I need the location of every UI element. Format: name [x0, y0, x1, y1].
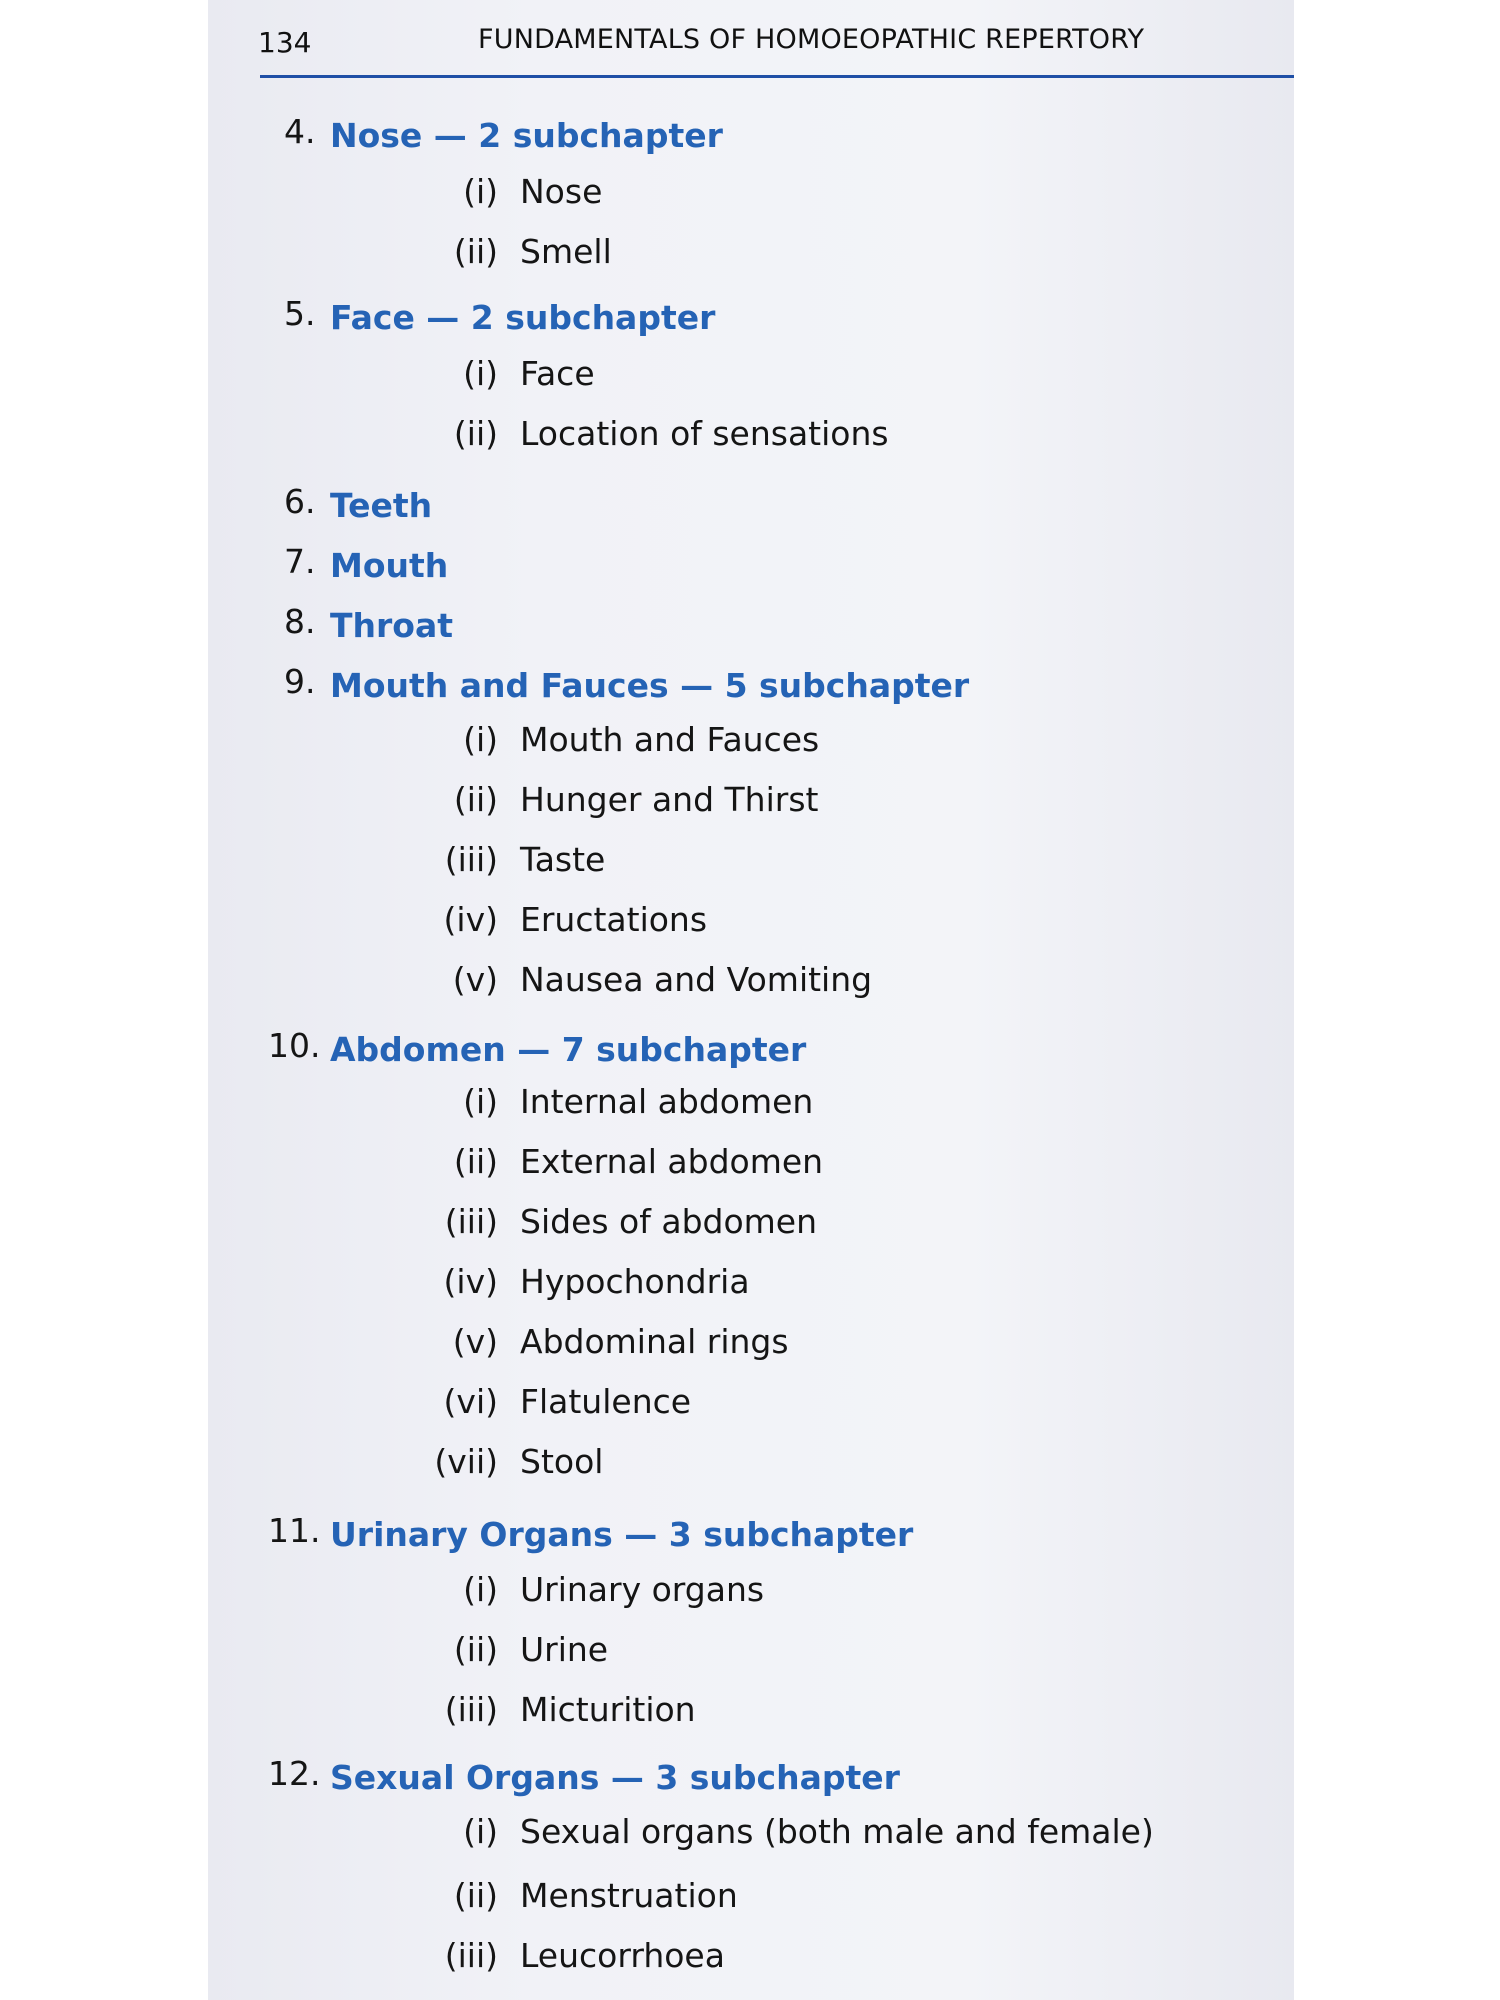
book-page [208, 0, 1294, 2000]
chapter-heading: Sexual Organs — 3 subchapter [330, 1758, 900, 1797]
chapter-heading: Mouth [330, 546, 449, 585]
subchapter-title: Nose [520, 172, 603, 211]
subchapter-title: Sexual organs (both male and female) [520, 1812, 1154, 1851]
subchapter-numeral: (i) [463, 1570, 498, 1609]
header-rule [260, 75, 1294, 78]
subchapter-numeral: (iii) [444, 1690, 498, 1729]
subchapter-title: External abdomen [520, 1142, 824, 1181]
subchapter-title: Taste [520, 840, 606, 879]
subchapter-numeral: (i) [463, 354, 498, 393]
chapter-number: 9. [284, 662, 316, 701]
subchapter-numeral: (iii) [444, 1936, 498, 1975]
subchapter-title: Face [520, 354, 595, 393]
subchapter-numeral: (v) [452, 960, 498, 999]
subchapter-numeral: (i) [463, 720, 498, 759]
subchapter-title: Micturition [520, 1690, 696, 1729]
subchapter-title: Mouth and Fauces [520, 720, 820, 759]
subchapter-title: Internal abdomen [520, 1082, 814, 1121]
chapter-heading: Mouth and Fauces — 5 subchapter [330, 666, 970, 705]
chapter-number: 11. [268, 1511, 321, 1550]
chapter-heading: Teeth [330, 486, 433, 525]
subchapter-title: Hunger and Thirst [520, 780, 819, 819]
subchapter-numeral: (i) [463, 1812, 498, 1851]
subchapter-title: Urine [520, 1630, 609, 1669]
subchapter-numeral: (ii) [453, 1142, 498, 1181]
subchapter-numeral: (ii) [453, 414, 498, 453]
subchapter-title: Menstruation [520, 1876, 738, 1915]
subchapter-title: Sides of abdomen [520, 1202, 818, 1241]
subchapter-numeral: (ii) [453, 780, 498, 819]
subchapter-title: Leucorrhoea [520, 1936, 725, 1975]
subchapter-title: Location of sensations [520, 414, 889, 453]
chapter-heading: Face — 2 subchapter [330, 298, 716, 337]
subchapter-numeral: (ii) [453, 1876, 498, 1915]
subchapter-title: Eructations [520, 900, 708, 939]
chapter-number: 12. [268, 1754, 321, 1793]
subchapter-title: Nausea and Vomiting [520, 960, 873, 999]
subchapter-numeral: (i) [463, 172, 498, 211]
chapter-heading: Urinary Organs — 3 subchapter [330, 1515, 914, 1554]
subchapter-title: Flatulence [520, 1382, 692, 1421]
page-number: 134 [258, 26, 312, 59]
subchapter-title: Stool [520, 1442, 604, 1481]
subchapter-numeral: (ii) [453, 232, 498, 271]
subchapter-numeral: (iii) [444, 1202, 498, 1241]
subchapter-numeral: (v) [452, 1322, 498, 1361]
chapter-number: 5. [284, 294, 316, 333]
chapter-number: 10. [268, 1026, 321, 1065]
chapter-number: 7. [284, 542, 316, 581]
subchapter-numeral: (i) [463, 1082, 498, 1121]
subchapter-numeral: (iv) [443, 1262, 498, 1301]
chapter-number: 4. [284, 112, 316, 151]
subchapter-title: Smell [520, 232, 612, 271]
chapter-number: 6. [284, 482, 316, 521]
chapter-heading: Abdomen — 7 subchapter [330, 1030, 807, 1069]
subchapter-numeral: (ii) [453, 1630, 498, 1669]
subchapter-numeral: (iv) [443, 900, 498, 939]
subchapter-numeral: (vi) [443, 1382, 498, 1421]
chapter-heading: Throat [330, 606, 453, 645]
subchapter-title: Hypochondria [520, 1262, 750, 1301]
subchapter-title: Urinary organs [520, 1570, 765, 1609]
chapter-heading: Nose — 2 subchapter [330, 116, 723, 155]
running-title: FUNDAMENTALS OF HOMOEOPATHIC REPERTORY [478, 24, 1145, 55]
subchapter-title: Abdominal rings [520, 1322, 789, 1361]
subchapter-numeral: (vii) [434, 1442, 498, 1481]
subchapter-numeral: (iii) [444, 840, 498, 879]
chapter-number: 8. [284, 602, 316, 641]
